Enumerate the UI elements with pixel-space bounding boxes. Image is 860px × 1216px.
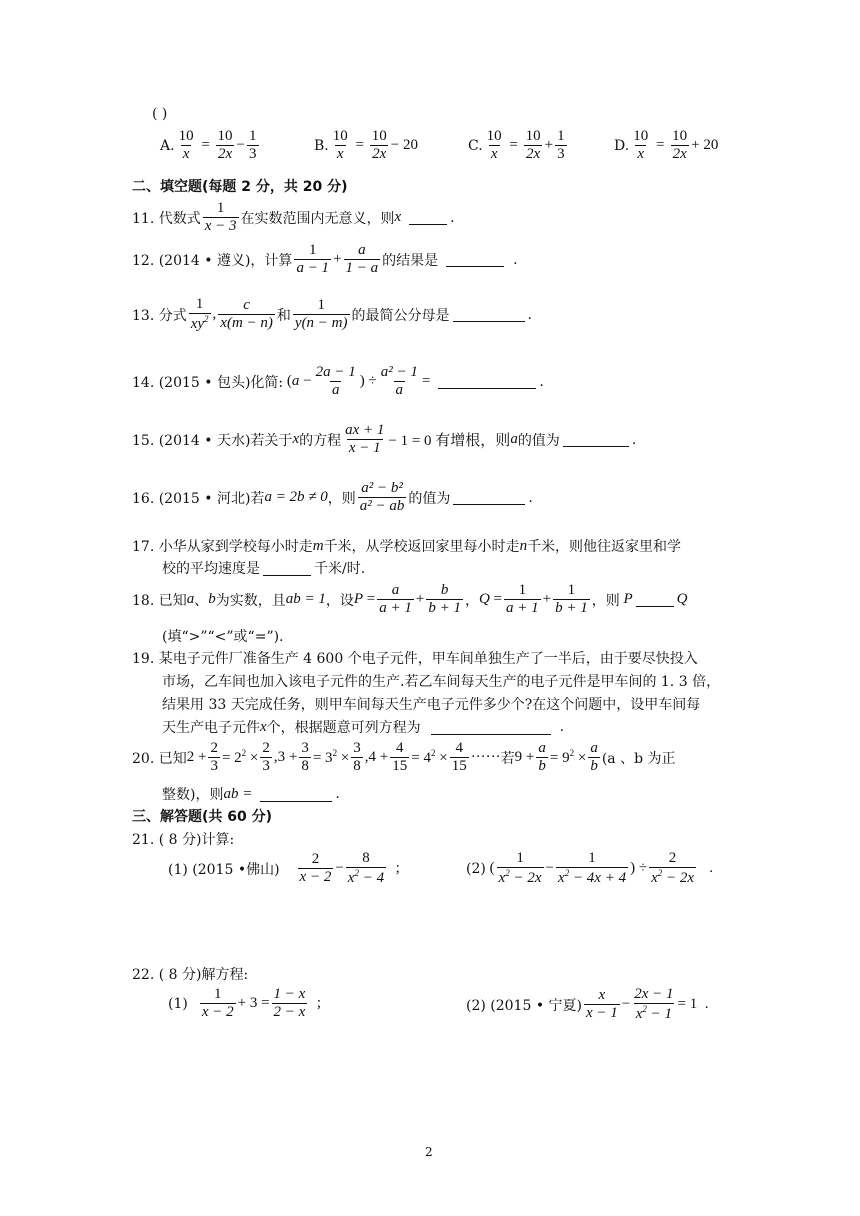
q10-option-c: C. $\frac{10}{x}$ = $\frac{10}{2x}$ + $\frac{1}{3}$ — [468, 128, 565, 163]
question-16: 16. (2015 • 河北)若 a = 2b ≠ 0 ，则 $\frac{\text{a² − b²}}{\text{a² − ab}}$ 的值为 . — [132, 480, 533, 515]
question-17-line-2: 校的平均速度是 千米/时. — [162, 561, 366, 577]
answer-blank[interactable] — [260, 787, 332, 802]
fraction: $\frac{a}{a + 1}$ — [379, 582, 412, 617]
fraction: $\frac{a}{1 - a}$ — [345, 242, 379, 277]
fraction: $\frac{10}{x}$ — [486, 128, 502, 163]
question-19-line-4: 天生产电子元件 x 个，根据题意可列方程为 . — [162, 718, 565, 736]
answer-blank[interactable] — [438, 374, 536, 389]
fraction: $\frac{2x - 1}{x^2 - 1}$ — [634, 986, 674, 1023]
answer-blank[interactable] — [409, 210, 447, 225]
fraction: $\frac{1}{3}$ — [557, 128, 565, 163]
question-15: 15. (2014 • 天水)若关于 x 的方程 $\frac{ax + 1}{x - 1}$ − 1 = 0 有增根，则 a 的值为 . — [132, 422, 637, 457]
fraction: $\frac{1}{a - 1}$ — [296, 242, 330, 277]
option-label: D. — [614, 137, 630, 154]
fraction: $\frac{1}{x - 3}$ — [204, 200, 237, 235]
section-2-title: 二、填空题(每题 2 分，共 20 分) — [132, 179, 348, 195]
fraction: $\frac{x}{x - 1}$ — [586, 987, 618, 1022]
option-label: A. — [160, 137, 175, 154]
question-20: 20. 已知 2 + $\frac{2}{3}$ = $2^2$ × $\frac{2}{3}$ ,3 + $\frac{3}{8}$ = $3^2$ × $\frac{3}{8}$ ,4 + $\frac{4}{15}$ = $4^2$ × $\frac{4}{15}$ ······ 若 9 + $\frac{a}{b}$ = $9^2$ × $\frac{a}{b}$ (a 、b 为正 — [132, 740, 676, 775]
fraction: $\frac{1}{x - 2}$ — [201, 986, 234, 1021]
q10-option-a: A. $\frac{10}{x}$ = $\frac{10}{2x}$ − $\frac{1}{3}$ — [160, 128, 257, 163]
fraction: $\frac{1}{a + 1}$ — [506, 582, 539, 617]
fraction: $\frac{10}{2x}$ — [672, 128, 688, 163]
answer-blank[interactable] — [453, 307, 525, 322]
question-18: 18. 已知 a 、 b 为实数，且 ab = 1 ，设 P = $\frac{a}{a + 1}$ + $\frac{b}{b + 1}$ ， Q = $\frac{1}{a + 1}$ + $\frac{1}{b + 1}$ ，则 P Q — [132, 582, 688, 617]
answer-blank[interactable] — [636, 592, 674, 607]
fraction: $\frac{b}{b + 1}$ — [428, 582, 461, 617]
fraction: $\frac{1}{y(n - m)}$ — [294, 297, 348, 332]
fraction: $\frac{4}{15}$ — [451, 740, 467, 775]
question-19-line-3: 结果用 33 天完成任务，则甲车间每天生产电子元件多少个?在这个问题中，设甲车间每 — [162, 697, 701, 713]
question-12: 12. (2014 • 遵义)，计算 $\frac{1}{a - 1}$ + $\frac{a}{1 - a}$ 的结果是 . — [132, 242, 518, 277]
fraction: $\frac{a}{b}$ — [590, 740, 598, 775]
fraction: $\frac{c}{x(m - n)}$ — [220, 297, 273, 332]
fraction: $\frac{2}{3}$ — [262, 740, 270, 775]
question-21-head: 21. ( 8 分)计算: — [132, 832, 235, 848]
fraction: $\frac{2}{x^2 - 2x}$ — [651, 850, 695, 887]
question-14: 14. (2015 • 包头)化简: (a − $\frac{2a - 1}{a}$ ) ÷ $\frac{\text{a² − 1}}{a}$ = . — [132, 364, 544, 399]
fraction: $\frac{\text{a² − 1}}{a}$ — [380, 364, 418, 399]
answer-bracket — [152, 106, 167, 122]
fraction: $\frac{10}{x}$ — [178, 128, 194, 163]
q10-option-b: B. $\frac{10}{x}$ = $\frac{10}{2x}$ − 20 — [314, 128, 418, 163]
fraction: $\frac{10}{2x}$ — [371, 128, 387, 163]
fraction: $\frac{2}{3}$ — [210, 740, 218, 775]
section-3-title: 三、解答题(共 60 分) — [132, 809, 273, 825]
fraction: $\frac{10}{2x}$ — [525, 128, 541, 163]
fraction: $\frac{3}{8}$ — [353, 740, 361, 775]
answer-blank[interactable] — [431, 720, 551, 735]
question-22-head: 22. ( 8 分)解方程: — [132, 967, 249, 983]
q10-option-d: D. $\frac{10}{x}$ = $\frac{10}{2x}$ + 20 — [614, 128, 719, 163]
fraction: $\frac{8}{x^2 - 4}$ — [347, 850, 385, 887]
question-11: 11. 代数式 $\frac{1}{x - 3}$ 在实数范围内无意义，则 x . — [132, 200, 455, 235]
fraction: $\frac{2}{x - 2}$ — [299, 851, 332, 886]
fraction: $\frac{4}{15}$ — [392, 740, 408, 775]
question-21-part-1: (1) (2015 •佛山) $\frac{2}{x - 2}$ − $\frac{8}{x^2 - 4}$ ; — [168, 850, 400, 887]
fraction: $\frac{1 - x}{2 - x}$ — [273, 986, 306, 1021]
answer-blank[interactable] — [263, 561, 311, 576]
fraction: $\frac{3}{8}$ — [301, 740, 309, 775]
question-13: 13. 分式 $\frac{1}{xy^2}$ , $\frac{c}{x(m - n)}$ 和 $\frac{1}{y(n - m)}$ 的最简公分母是 . — [132, 296, 532, 333]
question-22-part-1: (1) $\frac{1}{x - 2}$ + 3 = $\frac{1 - x}{2 - x}$ ; — [168, 986, 321, 1021]
fraction: $\frac{\text{a² − b²}}{\text{a² − ab}}$ — [359, 480, 405, 515]
fraction: $\frac{2a - 1}{a}$ — [315, 364, 356, 399]
page-number: 2 — [425, 1145, 433, 1159]
fraction: $\frac{1}{x^2 - 4x + 4}$ — [558, 850, 627, 887]
answer-blank[interactable] — [453, 490, 525, 505]
question-19-line-1: 19. 某电子元件厂准备生产 4 600 个电子元件，甲车间单独生产了一半后，由于要尽快投入 — [132, 651, 698, 667]
question-20-line-2: 整数)，则 ab = . — [162, 785, 340, 803]
fraction: $\frac{1}{b + 1}$ — [555, 582, 588, 617]
fraction: $\frac{1}{xy^2}$ — [190, 296, 209, 333]
fraction: $\frac{1}{3}$ — [249, 128, 257, 163]
option-label: C. — [468, 137, 483, 154]
fraction: $\frac{10}{x}$ — [633, 128, 649, 163]
answer-blank[interactable] — [446, 252, 504, 267]
fraction: $\frac{10}{x}$ — [332, 128, 348, 163]
question-19-line-2: 市场，乙车间也加入该电子元件的生产.若乙车间每天生产的电子元件是甲车间的 1. 3 倍， — [162, 674, 721, 690]
fraction: $\frac{1}{x^2 - 2x}$ — [498, 850, 542, 887]
answer-blank[interactable] — [563, 432, 629, 447]
option-label: B. — [314, 137, 329, 154]
question-22-part-2: (2) (2015 • 宁夏) $\frac{x}{x - 1}$ − $\frac{2x - 1}{x^2 - 1}$ = 1 . — [466, 986, 709, 1023]
question-21-part-2: (2) ( $\frac{1}{x^2 - 2x}$ − $\frac{1}{x^2 - 4x + 4}$ ) ÷ $\frac{2}{x^2 - 2x}$ . — [466, 850, 714, 887]
fraction: $\frac{ax + 1}{x - 1}$ — [345, 422, 385, 457]
bracket-text: ( ) — [152, 106, 168, 122]
fraction: $\frac{10}{2x}$ — [217, 128, 233, 163]
question-17-line-1: 17. 小华从家到学校每小时走 m 千米，从学校返回家里每小时走 n 千米，则他往返家里和学 — [132, 537, 682, 555]
question-18-line-2: (填“>”“<”或“=”). — [162, 629, 284, 645]
fraction: $\frac{a}{b}$ — [538, 740, 546, 775]
